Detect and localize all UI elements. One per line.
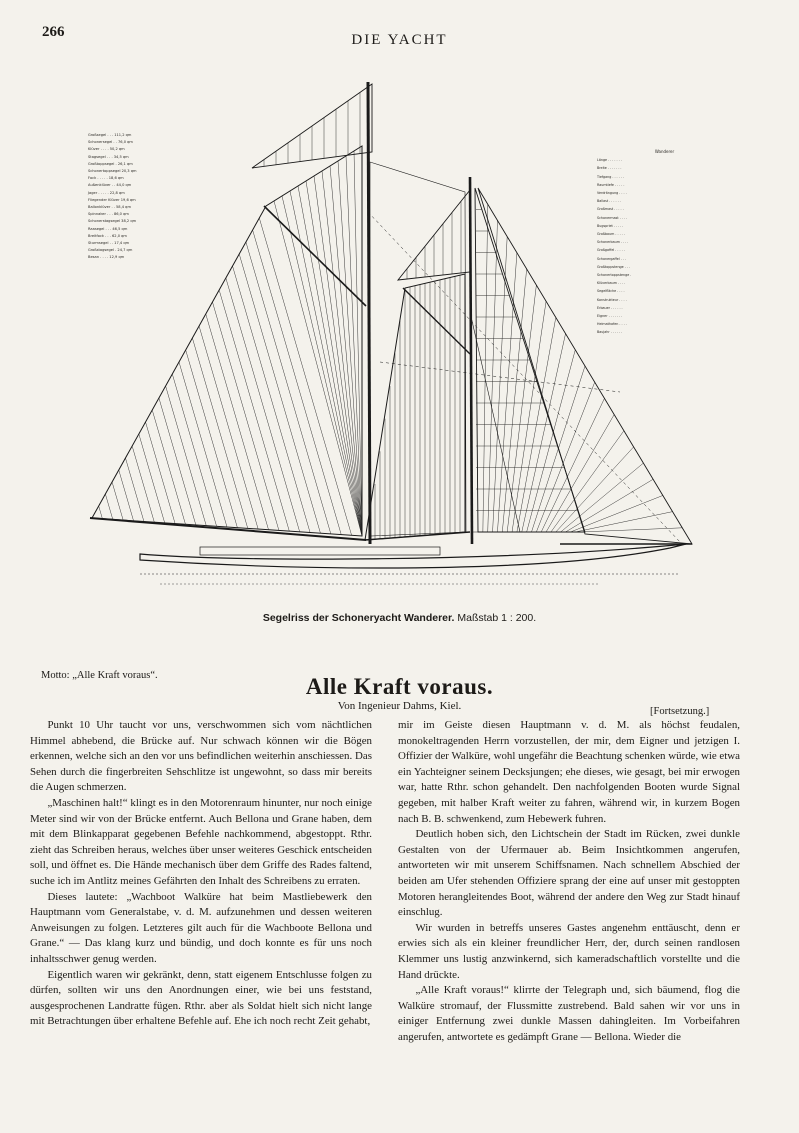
- dimension-row: Ballast . . . . . .: [597, 199, 621, 204]
- sail-area-row: Schonertoppsegel 20,3 qm: [88, 169, 137, 174]
- sail-area-row: Fliegender Klüver 19,6 qm: [88, 197, 136, 202]
- paragraph: Eigentlich waren wir gekränkt, denn, statt eigenem Entschlusse folgen zu dürfen, sollten wir uns den Anordnungen einer, wie bei uns feststand, ausgesprochenen Landratte fügen. Rthr. aber als Soldat hielt sich nicht lange mit Betrachtungen über erhaltene Befehle auf. Ehe ich noch recht Zeit gehabt,: [30, 968, 372, 1028]
- paragraph: mir im Geiste diesen Hauptmann v. d. M. als höchst feudalen, monokeltragenden Herrn vorzustellen, der mir, dem Eigner und jetzigen I. Offizier der Walküre, wohl ungefähr die Beachtung schenken würde, wie etwa ein Yachteigner seinem Decksjungen; ehe dieses, wie gesagt, bei mir erwogen war, hatte Rthr. schon gehandelt. Den nachfolgenden Booten wurde Signal gegeben, mit halber Kraft weiter zu fahren, während wir, in kurzem Bogen nach B. B. schwenkend, zum Hebewerk fuhren.: [398, 719, 740, 825]
- dimension-row: Raumtiefe . . . . .: [597, 182, 625, 187]
- paragraph: „Maschinen halt!“ klingt es in den Motorenraum hinunter, nur noch einige Meter sind wir von der Brücke entfernt. Auch Bellona und Grane haben, dem mit dem Blinkapparat gegebenen Befehle nachkommend, abgestoppt. Rthr. zieht das Schreiben heraus, welches über unser weiteres Geschick entscheiden soll, und öffnet es. Die Hände mechanisch über dem Griffe des Rades faltend, suche ich im Antlitz meines Gefährten den Inhalt des Schreibens zu erraten.: [30, 796, 372, 887]
- sail-area-table: [88, 132, 183, 262]
- paragraph: Deutlich hoben sich, den Lichtschein der Stadt im Rücken, zwei dunkle Gestalten von der Ufermauer ab. Beim Insichtkommen angerufen, antworteten wir mit unserem Schiffsnamen. Nach schnellem Abschied der beiden am Ufer stehenden Offiziere sprang der eine auf unser mit gestoppten Motoren herangleitendes Boot, während der andere den Weg zur Stadt hinauf einschlug.: [398, 828, 740, 919]
- sail-area-row: Stagsegel . . . 34,5 qm: [88, 154, 129, 159]
- dimension-row: Großbaum . . . . .: [597, 232, 625, 237]
- dimension-row: Klüverbaum . . . .: [597, 281, 626, 286]
- figure-caption-title: Segelriss der Schoneryacht Wanderer.: [262, 612, 455, 624]
- dimension-row: Großtoppstenge . . .: [597, 264, 630, 269]
- sail-area-row: Breitfock . . . 62,0 qm: [88, 233, 127, 238]
- sail-area-row: Besan . . . . 12,9 qm: [88, 255, 125, 260]
- dimension-row: Heimathafen . . . .: [597, 322, 627, 327]
- sail-area-row: Großstagsegel . 24,7 qm: [88, 248, 133, 253]
- figure-caption: [0, 612, 799, 624]
- dimension-row: Schonertoppstenge .: [597, 273, 632, 278]
- sail-area-row: Ballonklüver . . 58,4 qm: [88, 205, 131, 210]
- fore-boom: [365, 532, 470, 540]
- dimension-row: Verdrängung . . . .: [597, 191, 627, 196]
- dimension-row: Eigner . . . . . . .: [597, 314, 623, 319]
- dimension-row: Erbauer . . . . . .: [597, 305, 623, 310]
- running-head: DIE YACHT: [351, 32, 448, 48]
- left-column: [30, 718, 372, 1030]
- hull: [140, 544, 686, 568]
- main-boom: [90, 518, 366, 540]
- dimension-row: Baujahr . . . . . .: [597, 330, 623, 335]
- page-number: 266: [42, 24, 65, 40]
- dimension-row: Breite . . . . . . .: [597, 166, 622, 171]
- sail-area-row: Großtoppsegel . 26,1 qm: [88, 161, 133, 166]
- dimensions-table-title: Wanderer: [654, 149, 675, 154]
- sail-area-row: Außenklüver . . 44,0 qm: [88, 183, 132, 188]
- dimensions-table: [597, 148, 722, 337]
- paragraph: „Alle Kraft voraus!“ klirrte der Telegraph und, sich bäumend, flog die Walküre stromauf, der Flussmitte zustrebend. Bald sahen wir vor uns in einiger Entfernung zwei dunkle Massen dahingleiten. Im Vorbeifahren angerufen, antwortete es gedämpft Grane — Bellona. Wieder die: [398, 984, 740, 1043]
- sail-area-row: Fock . . . . . 18,6 qm: [88, 176, 124, 181]
- article-byline: Von Ingenieur Dahms, Kiel.: [337, 700, 462, 712]
- dimension-row: Segelfläche . . . .: [597, 289, 625, 294]
- dimension-row: Länge . . . . . . .: [597, 158, 622, 163]
- sail-area-row: Schonersegel . . 76,0 qm: [88, 140, 133, 145]
- sail-area-row: Jager . . . . . 22,8 qm: [88, 190, 125, 195]
- dimension-row: Tiefgang . . . . . .: [597, 174, 624, 179]
- sail-area-row: Raasegel . . . 46,5 qm: [88, 226, 128, 231]
- sail-area-row: Sturmsegel . . 17,4 qm: [88, 241, 130, 246]
- sail-area-row: Klüver . . . . 50,2 qm: [88, 147, 125, 152]
- main-gaff: [264, 206, 366, 306]
- main-mast: [368, 82, 370, 544]
- paragraph: Punkt 10 Uhr taucht vor uns, verschwommen sich vom nächtlichen Himmel abhebend, die Brücke auf. Nur schwach können wir die Bögen erkennen, welche sich an den vor uns befindlichen weiterhin anschiessen. Das Sehen durch die fingerbreiten Sehschlitze ist ungewohnt, so dass mir bereits die Augen schmerzen.: [30, 719, 372, 794]
- article-motto: Motto: „Alle Kraft voraus“.: [41, 670, 158, 681]
- dimension-row: Großgaffel . . . . .: [597, 248, 625, 253]
- figure-caption-scale: Maßstab 1 : 200.: [457, 612, 537, 624]
- paragraph: Wir wurden in betreffs unseres Gastes angenehm enttäuscht, denn er erwies sich als ein kleiner freundlicher Herr, der, durch seinen randlosen Klemmer uns lustig anzwinkernd, sich kameradschaftlich vorstellte und die Hand drückte.: [398, 921, 740, 981]
- main-staysail: [370, 162, 466, 536]
- dimension-row: Großmast . . . . .: [597, 207, 624, 212]
- sail-area-row: Spinnaker . . . 86,0 qm: [88, 212, 129, 217]
- sail-area-row: Großsegel . . . 111,2 qm: [88, 133, 132, 137]
- dimension-row: Schonermast . . . .: [597, 215, 628, 220]
- dimension-row: Schonergaffel . . .: [597, 256, 627, 261]
- dimension-row: Konstrukteur . . . .: [597, 297, 627, 302]
- paragraph: Dieses lautete: „Wachboot Walküre hat beim Mastliebewerk den Hauptmann vom Generalstabe, v. d. M. aufzunehmen und dessen weiteren Anweisungen zu folgen. Letzteres gilt auch für die Wachboote Bellona und Grane.“ — Das klang kurz und bündig, und doch konnte es für uns noch inhaltsschwer genug werden.: [30, 890, 372, 965]
- continuation-note: [Fortsetzung.]: [650, 706, 710, 717]
- dimension-row: Schonerbaum . . . .: [597, 240, 629, 245]
- article-title: Alle Kraft voraus.: [305, 674, 494, 699]
- dimension-row: Bugspriet . . . . .: [597, 223, 624, 228]
- fore-mast: [470, 177, 472, 544]
- right-column: [398, 718, 740, 1045]
- sail-area-row: Schonerstagsegel 38,2 qm: [88, 219, 137, 224]
